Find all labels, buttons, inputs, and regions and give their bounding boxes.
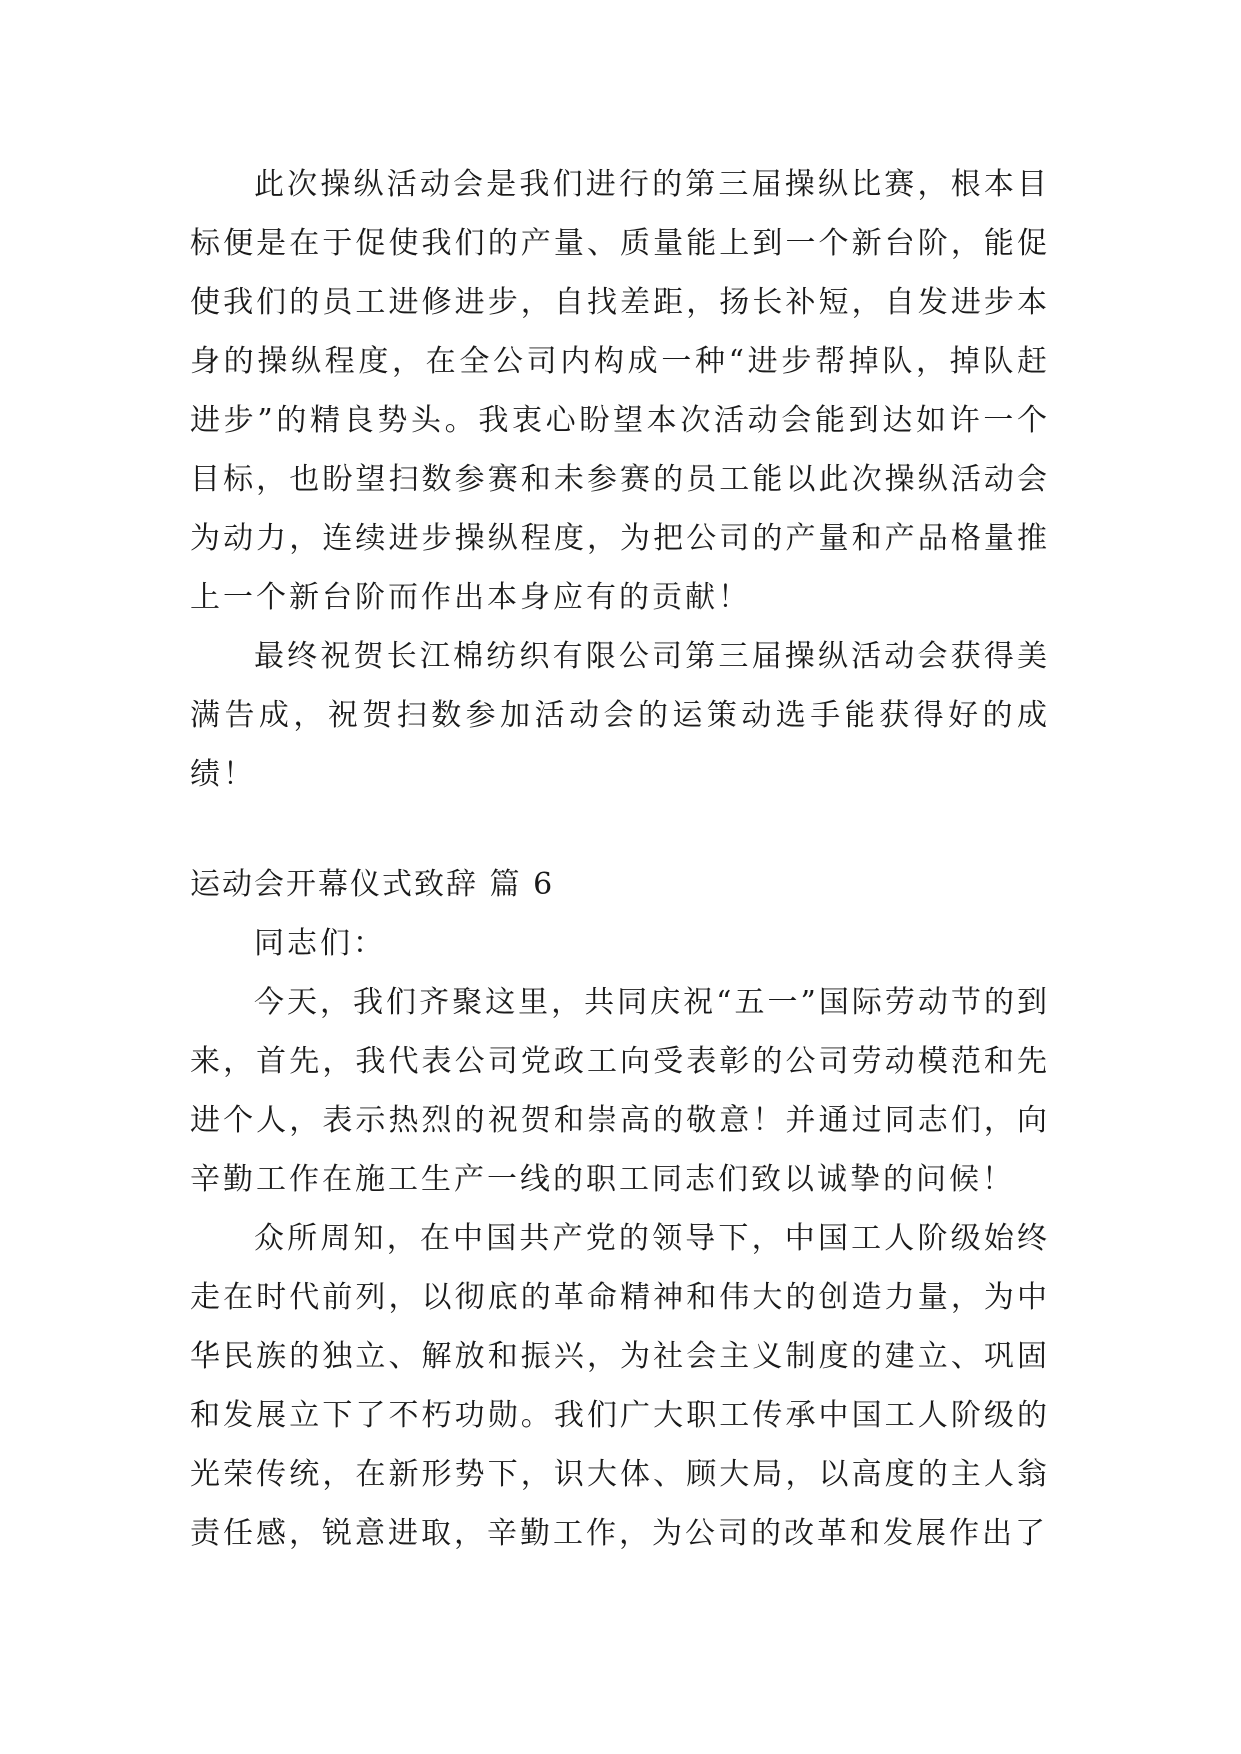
section-b-body	[190, 914, 1050, 1563]
paragraph: 众所周知，在中国共产党的领导下，中国工人阶级始终走在时代前列，以彻底的革命精神和伟大的创造力量，为中华民族的独立、解放和振兴，为社会主义制度的建立、巩固和发展立下了不朽功勋。我们广大职工传承中国工人阶级的光荣传统，在新形势下，识大体、顾大局，以高度的主人翁责任感，锐意进取，辛勤工作，为公司的改革和发展作出了	[190, 1221, 1050, 1551]
section-heading: 运动会开幕仪式致辞 篇 6	[190, 867, 555, 902]
salutation: 同志们：	[254, 926, 386, 961]
section-a-body	[190, 155, 1050, 804]
paragraph: 此次操纵活动会是我们进行的第三届操纵比赛，根本目标便是在于促使我们的产量、质量能上到一个新台阶，能促使我们的员工进修进步，自找差距，扬长补短，自发进步本身的操纵程度，在全公司内构成一种“进步帮掉队，掉队赶进步”的精良势头。我衷心盼望本次活动会能到达如许一个目标，也盼望扫数参赛和未参赛的员工能以此次操纵活动会为动力，连续进步操纵程度，为把公司的产量和产品格量推上一个新台阶而作出本身应有的贡献！	[190, 167, 1050, 615]
paragraph: 今天，我们齐聚这里，共同庆祝“五一”国际劳动节的到来，首先，我代表公司党政工向受表彰的公司劳动模范和先进个人，表示热烈的祝贺和崇高的敬意！并通过同志们，向辛勤工作在施工生产一线的职工同志们致以诚挚的问候！	[190, 985, 1050, 1197]
paragraph: 最终祝贺长江棉纺织有限公司第三届操纵活动会获得美满告成，祝贺扫数参加活动会的运策动选手能获得好的成绩！	[190, 639, 1050, 792]
